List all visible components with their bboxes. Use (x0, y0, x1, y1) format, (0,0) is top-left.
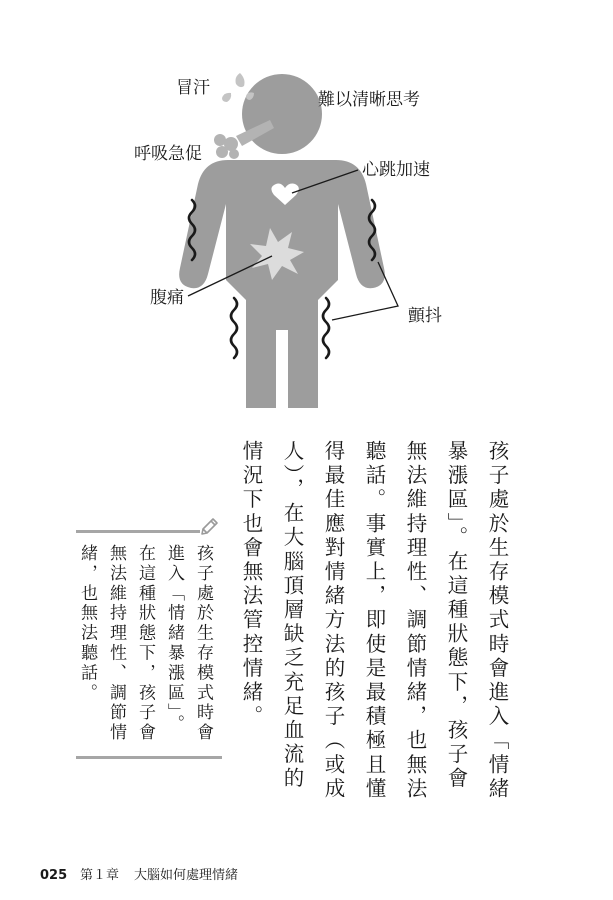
label-stomachache: 腹痛 (150, 288, 184, 308)
sidebar-text-column: 孩子處於生存模式時會 (193, 544, 213, 743)
sidebar-text-column: 緒，也無法聽話。 (77, 544, 97, 704)
main-text-column: 聽話。事實上，即使是最積極且懂 (362, 440, 386, 802)
chapter-title: 大腦如何處理情緒 (134, 868, 239, 883)
chapter-label: 第１章 (80, 868, 120, 883)
label-rapid-breathing: 呼吸急促 (134, 144, 202, 164)
page-number: 025 (40, 868, 68, 883)
sidebar-top-rule (76, 530, 200, 533)
sweat-drops-icon (222, 73, 254, 102)
main-text-column: 孩子處於生存模式時會進入「情緒 (485, 440, 509, 802)
pencil-icon (198, 516, 220, 538)
main-text-column: 無法維持理性、調節情緒，也無法 (403, 440, 427, 802)
label-sweat: 冒汗 (176, 78, 210, 98)
sidebar-text-column: 進入「情緒暴漲區」。 (164, 544, 184, 735)
main-text-column: 得最佳應對情緒方法的孩子（或成 (321, 440, 345, 802)
sidebar-text-column: 無法維持理性、調節情 (106, 544, 126, 743)
sidebar-bottom-rule (76, 756, 222, 759)
label-heart-racing: 心跳加速 (362, 160, 430, 180)
main-text-column: 人），在大腦頂層缺乏充足血流的 (280, 440, 304, 792)
sidebar-text-column: 在這種狀態下，孩子會 (135, 544, 155, 743)
main-text-column: 暴漲區」。在這種狀態下，孩子會 (444, 440, 468, 792)
label-unclear-thinking: 難以清晰思考 (318, 90, 420, 110)
stress-body-figure (0, 0, 613, 440)
main-text-column: 情況下也會無法管控情緒。 (239, 440, 263, 730)
label-trembling: 顫抖 (408, 306, 442, 326)
